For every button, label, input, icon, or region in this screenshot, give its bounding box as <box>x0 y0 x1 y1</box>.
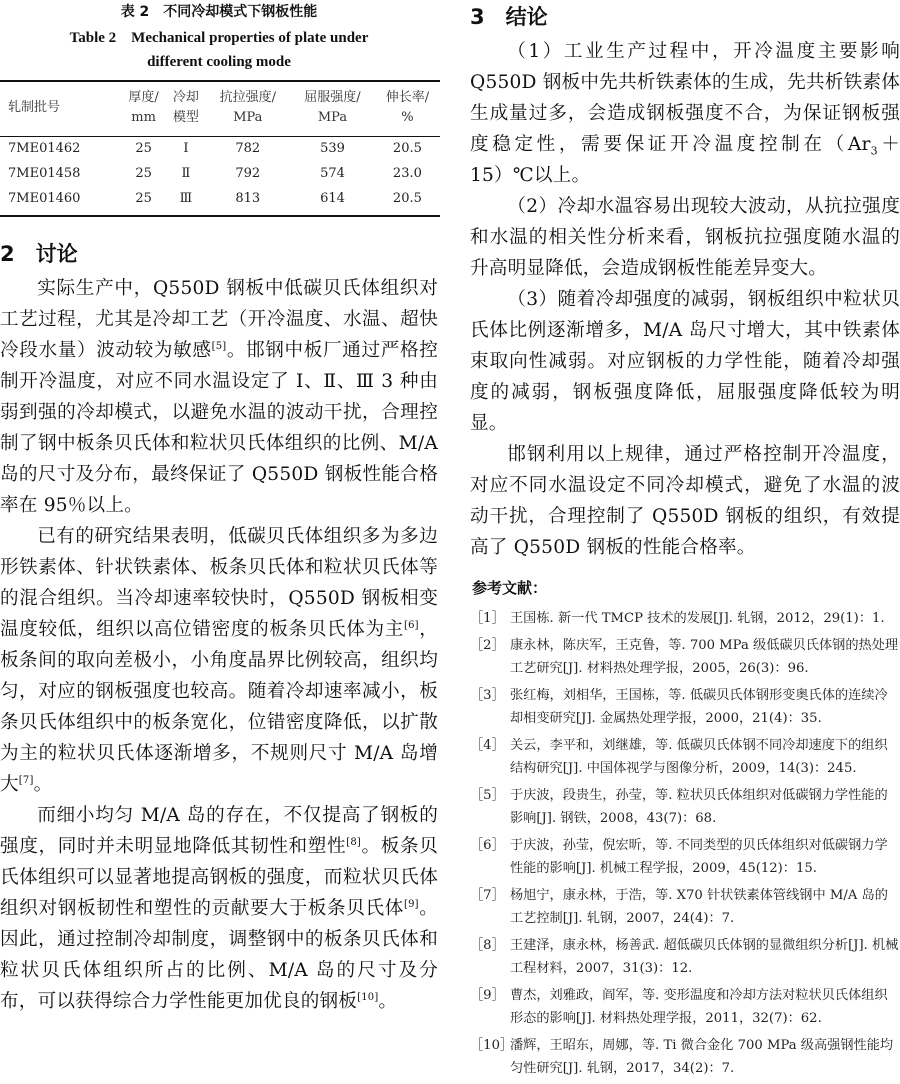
table-cell: 23.0 <box>392 166 422 181</box>
references-heading: 参考文献： <box>472 579 548 597</box>
header-thickness: 厚度/ mm <box>121 81 167 137</box>
right-column <box>470 0 900 1084</box>
table-row <box>0 137 440 163</box>
properties-table <box>0 80 440 217</box>
table-cell: 539 <box>320 141 345 156</box>
table-cell: 782 <box>235 141 261 156</box>
table-row <box>0 162 440 187</box>
reference-list <box>470 607 900 1080</box>
discussion-paragraph-3: 而细小均匀 M/A 岛的存在，不仅提高了钢板的强度，同时并未明显地降低其韧性和塑性[8]。板条贝氏体组织可以显著地提高钢板的强度，而粒状贝氏体组织对钢板韧性和塑性的贡献要大于板条贝氏体[9]。因此，通过控制冷却制度，调整钢中的板条贝氏体和粒状贝氏体组织所占的比例、M/A 岛的尺寸及分布，可以获得综合力学性能更加优良的钢板[10]。 <box>0 805 439 1012</box>
header-cooling: 冷却 模型 <box>166 81 205 137</box>
table-cell: 7ME01460 <box>0 187 121 216</box>
table-cell: 25 <box>121 187 167 216</box>
citation: [9] <box>404 899 419 910</box>
table-caption-cn: 表 2 不同冷却模式下钢板性能 <box>120 4 318 20</box>
reference-item: ［7］ 杨旭宁，康永林，于浩，等. X70 针状铁素体管线钢中 M/A 岛的工艺控制[J]. 轧钢，2007，24(4)：7. <box>470 888 888 926</box>
conclusion-heading: 3 结论 <box>470 5 548 29</box>
table-cell: 25 <box>135 141 152 156</box>
table-cell: 574 <box>320 166 345 181</box>
citation: [10] <box>357 992 379 1003</box>
table-cell: 20.5 <box>392 141 422 156</box>
reference-item: ［1］ 王国栋. 新一代 TMCP 技术的发展[J]. 轧钢，2012，29(1)：1. <box>470 611 885 626</box>
table-cell: 20.5 <box>375 187 440 216</box>
table-cell: 614 <box>290 187 375 216</box>
table-row <box>0 187 440 216</box>
citation: [7] <box>18 775 34 786</box>
table-cell: 7ME01462 <box>8 141 81 156</box>
conclusion-paragraph-2: （2）冷却水温容易出现较大波动，从抗拉强度和水温的相关性分析来看，钢板抗拉强度随水温的升高明显降低，会造成钢板性能差异变大。 <box>470 196 900 279</box>
citation: [8] <box>346 837 362 848</box>
header-tensile: 抗拉强度/ MPa <box>205 81 290 137</box>
citation: [5] <box>211 341 227 352</box>
table-header-row <box>0 81 440 137</box>
header-yield: 屈服强度/ MPa <box>290 81 375 137</box>
discussion-paragraph-2: 已有的研究结果表明，低碳贝氏体组织多为多边形铁素体、针状铁素体、板条贝氏体和粒状贝氏体等的混合组织。当冷却速率较快时，Q550D 钢板相变温度较低，组织以高位错密度的板条贝氏体为主[6]，板条间的取向差极小，小角度晶界比例较高，组织均匀，对应的钢板强度也较高。随着冷却速率减小，板条贝氏体组织中的板条宽化，位错密度降低，以扩散为主的粒状贝氏体逐渐增多，不规则尺寸 M/A 岛增大[7]。 <box>0 526 439 795</box>
reference-item: ［8］ 王建泽，康永林，杨善武. 超低碳贝氏体钢的显微组织分析[J]. 机械工程材料，2007，31(3)：12. <box>470 938 899 976</box>
reference-item: ［10］ 潘辉，王昭东，周娜，等. Ti 微合金化 700 MPa 级高强钢性能均匀性研究[J]. 轧钢，2017，34(2)：7. <box>470 1038 894 1076</box>
header-elongation: 伸长率/ % <box>375 81 440 137</box>
table-cell: Ⅱ <box>181 166 191 181</box>
header-batch: 轧制批号 <box>0 81 121 137</box>
reference-item: ［5］ 于庆波，段贵生，孙莹，等. 粒状贝氏体组织对低碳钢力学性能的影响[J]. 钢铁，2008，43(7)：68. <box>470 788 888 826</box>
table-caption-en-line1: Table 2 Mechanical properties of plate under <box>69 30 369 46</box>
table-cell: 792 <box>235 166 261 181</box>
table-cell: Ⅲ <box>166 187 205 216</box>
table-caption-en-line2: different cooling mode <box>147 54 291 70</box>
table-cell: 25 <box>135 166 152 181</box>
discussion-heading: 2 讨论 <box>0 242 78 266</box>
subscript: 3 <box>870 144 878 158</box>
reference-item: ［9］ 曹杰，刘雅政，阎军，等. 变形温度和冷却方法对粒状贝氏体组织形态的影响[J]. 材料热处理学报，2011，32(7)：62. <box>470 988 888 1026</box>
citation: [6] <box>404 620 419 631</box>
table-cell: 7ME01458 <box>8 166 81 181</box>
reference-item: ［3］ 张红梅，刘相华，王国栋，等. 低碳贝氏体钢形变奥氏体的连续冷却相变研究[J]. 金属热处理学报，2000，21(4)：35. <box>470 688 888 726</box>
conclusion-paragraph-4: 邯钢利用以上规律，通过严格控制开冷温度，对应不同水温设定不同冷却模式，避免了水温的波动干扰，合理控制了 Q550D 钢板的组织，有效提高了 Q550D 钢板的性能合格率。 <box>470 444 900 558</box>
discussion-paragraph-1: 实际生产中，Q550D 钢板中低碳贝氏体组织对工艺过程，尤其是冷却工艺（开冷温度、水温、超快冷段水量）波动较为敏感[5]。邯钢中板厂通过严格控制开冷温度，对应不同水温设定了 Ⅰ、Ⅱ、Ⅲ 3 种由弱到强的冷却模式，以避免水温的波动干扰，合理控制了钢中板条贝氏体和粒状贝氏体组织的比例、M/A 岛的尺寸及分布，最终保证了 Q550D 钢板性能合格率在 95％以上。 <box>0 278 439 516</box>
conclusion-paragraph-1: （1）工业生产过程中，开冷温度主要影响 Q550D 钢板中先共析铁素体的生成，先共析铁素体生成量过多，会造成钢板强度不合，为保证钢板强度稳定性，需要保证开冷温度控制在$(Ar_3+15)℃$以上。 <box>470 41 900 186</box>
left-column <box>0 0 438 1017</box>
table-caption-en <box>0 26 438 74</box>
table-cell: Ⅰ <box>183 141 189 156</box>
reference-item: ［4］ 关云，李平和，刘继雄，等. 低碳贝氏体钢不同冷却速度下的组织结构研究[J]. 中国体视学与图像分析，2009，14(3)：245. <box>470 738 888 776</box>
conclusion-paragraph-3: （3）随着冷却强度的减弱，钢板组织中粒状贝氏体比例逐渐增多，M/A 岛尺寸增大，其中铁素体束取向性减弱。对应钢板的力学性能，随着冷却强度的减弱，钢板强度降低，屈服强度降低较为明显。 <box>470 289 900 434</box>
reference-item: ［2］ 康永林，陈庆军，王克鲁，等. 700 MPa 级低碳贝氏体钢的热处理工艺研究[J]. 材料热处理学报，2005，26(3)：96. <box>470 638 899 676</box>
reference-item: ［6］ 于庆波，孙莹，倪宏昕，等. 不同类型的贝氏体组织对低碳钢力学性能的影响[J]. 机械工程学报，2009，45(12)：15. <box>470 838 888 876</box>
table-cell: 813 <box>205 187 290 216</box>
